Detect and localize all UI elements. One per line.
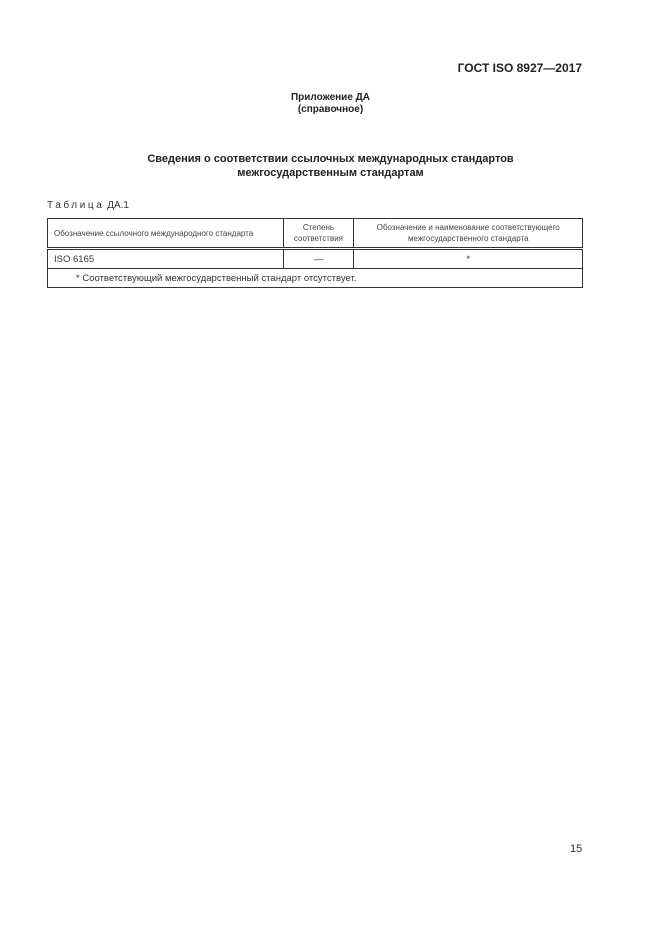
annex-type: (справочное) bbox=[297, 104, 364, 115]
document-code: ГОСТ ISO 8927—2017 bbox=[457, 61, 582, 75]
cell-interstate-standard: * bbox=[354, 249, 583, 269]
section-title-line-1: Сведения о соответствии ссылочных международных стандартов bbox=[147, 153, 514, 165]
page-number: 15 bbox=[570, 843, 583, 855]
column-header-degree: Степень соответствия bbox=[283, 219, 354, 249]
table-caption bbox=[47, 200, 129, 211]
table-header-row bbox=[48, 219, 583, 249]
cell-intl-standard: ISO 6165 bbox=[48, 249, 284, 269]
column-header-intl-standard: Обозначение ссылочного международного стандарта bbox=[48, 219, 284, 249]
table-caption-number: ДА.1 bbox=[107, 200, 129, 211]
table-row bbox=[48, 249, 583, 269]
column-header-interstate-standard: Обозначение и наименование соответствующего межгосударственного стандарта bbox=[354, 219, 583, 249]
table-footnote-row bbox=[48, 269, 583, 288]
annex-heading bbox=[0, 92, 661, 116]
section-title-line-2: межгосударственным стандартам bbox=[237, 167, 424, 179]
annex-title: Приложение ДА bbox=[290, 92, 371, 103]
table-footnote: * Соответствующий межгосударственный стандарт отсутствует. bbox=[48, 269, 583, 288]
section-title bbox=[0, 152, 661, 180]
table-caption-word: Таблица bbox=[47, 200, 105, 211]
correspondence-table bbox=[47, 218, 583, 288]
cell-degree: — bbox=[283, 249, 354, 269]
